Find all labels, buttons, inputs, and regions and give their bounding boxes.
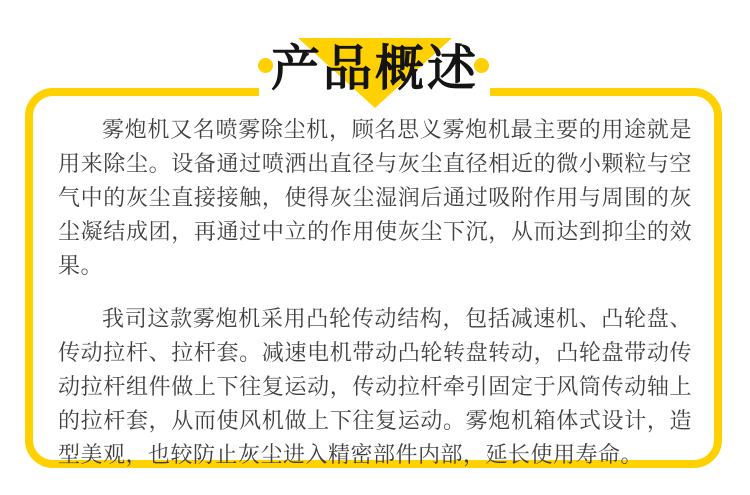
paragraph-product-overview: 雾炮机又名喷雾除尘机，顾名思义雾炮机最主要的用途就是用来除尘。设备通过喷洒出直径与灰尘直径相近的微小颗粒与空气中的灰尘直接接触，使得灰尘湿润后通过吸附作用与周围的灰尘凝结成团，再通过中立的作用使灰尘下沉，从而达到抑尘的效果。 [58, 117, 692, 278]
section-title: 产品概述 [270, 42, 480, 96]
paragraph-drive-structure: 我司这款雾炮机采用凸轮传动结构，包括减速机、凸轮盘、传动拉杆、拉杆套。减速电机带动凸轮转盘转动，凸轮盘带动传动拉杆组件做上下往复运动，传动拉杆牵引固定于风筒传动轴上的拉杆套，从而使风机做上下往复运动。雾炮机箱体式设计，造型美观，也较防止灰尘进入精密部件内部，延长使用寿命。 [58, 306, 692, 467]
